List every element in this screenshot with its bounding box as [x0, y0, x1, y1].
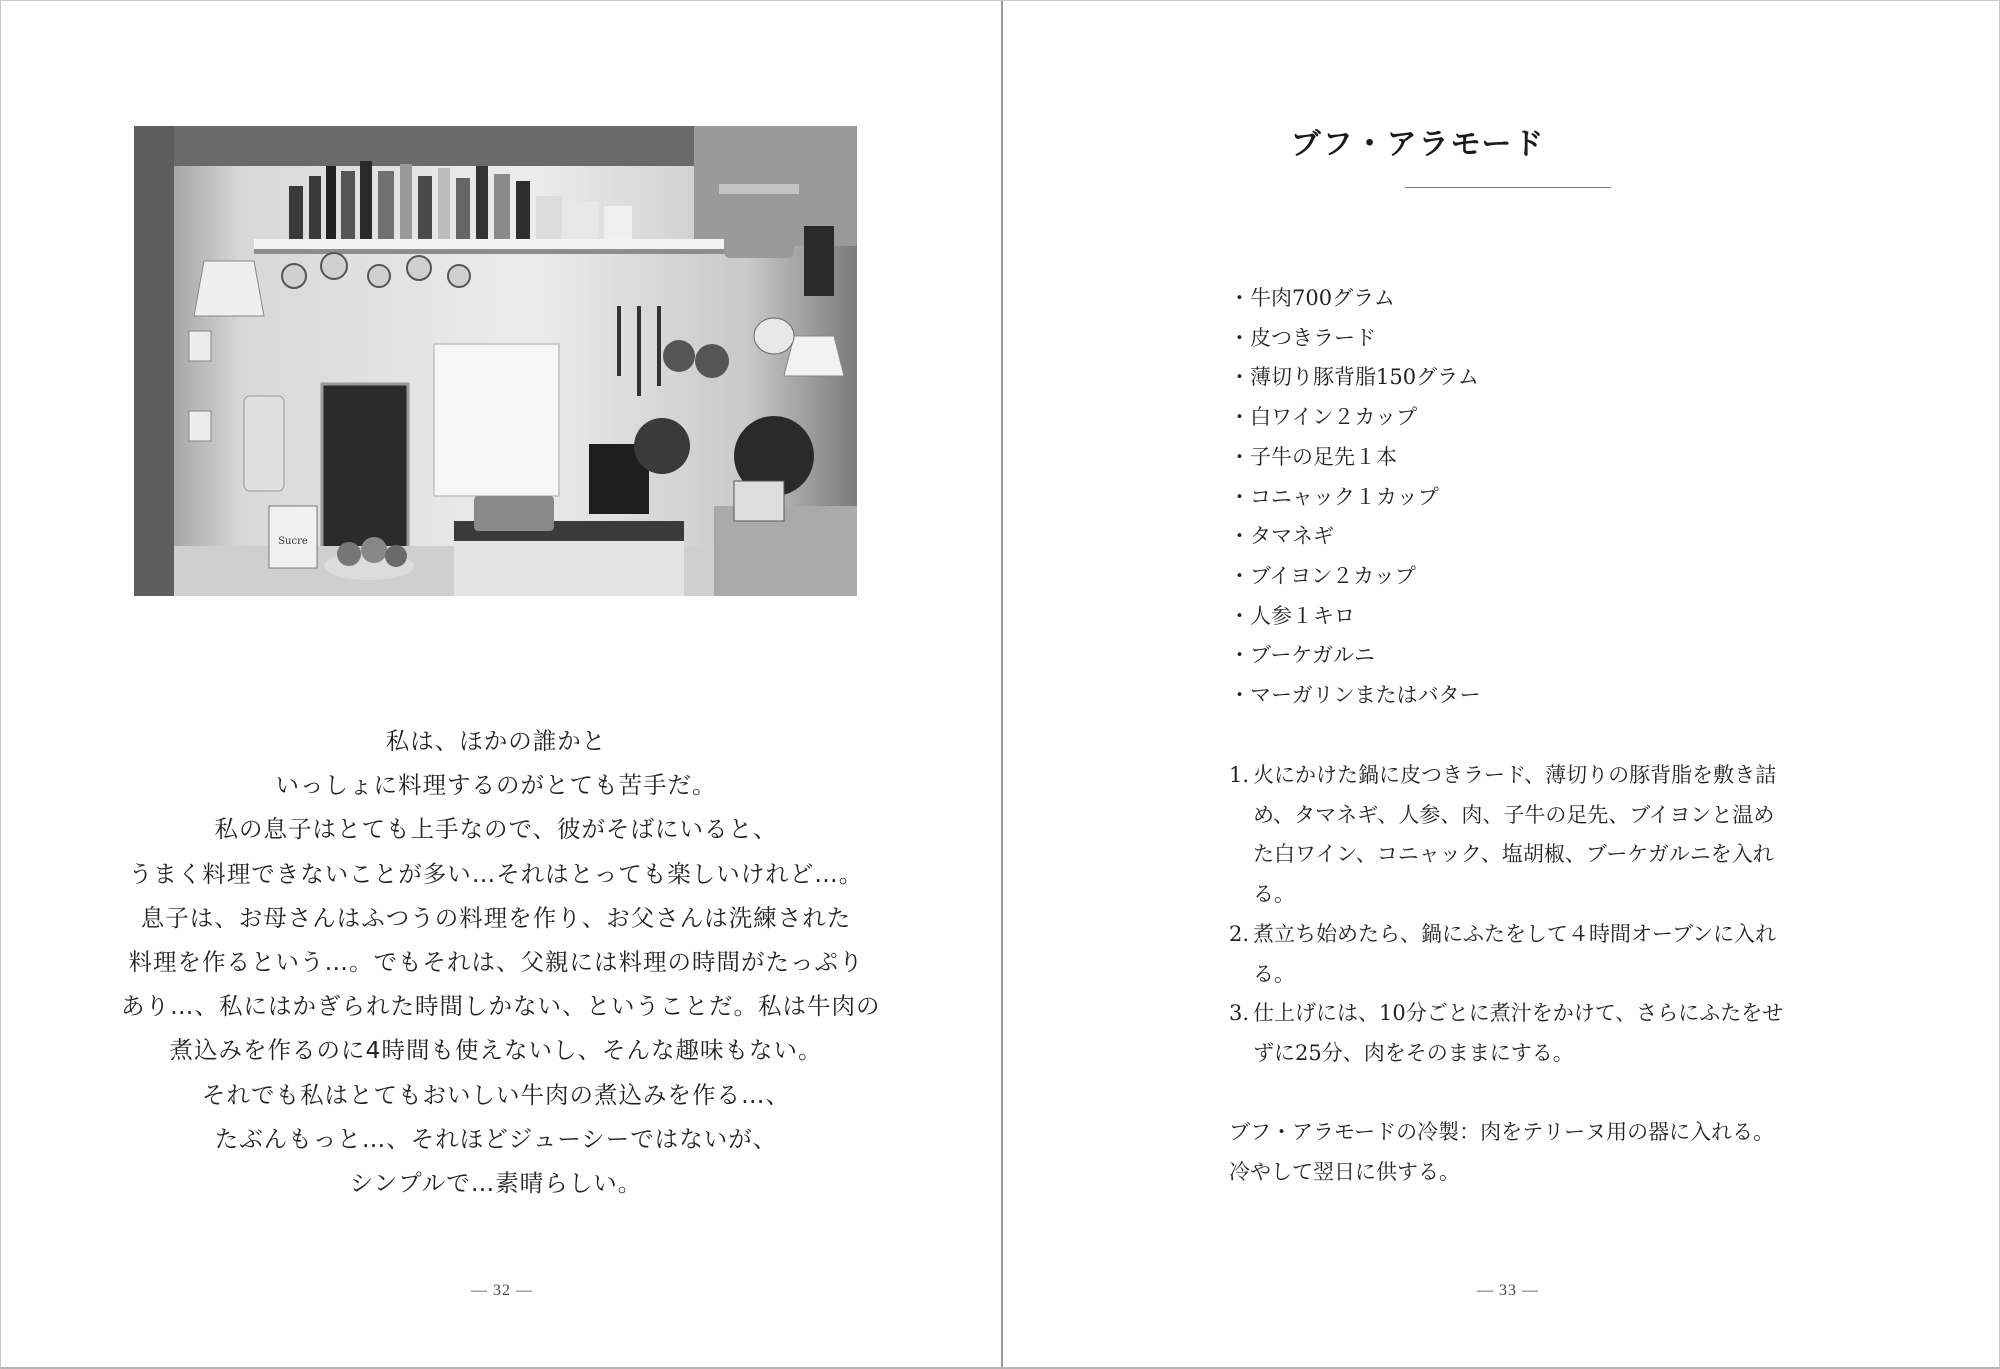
- essay-line: あり…、私にはかぎられた時間しかない、ということだ。私は牛肉の: [121, 992, 881, 1021]
- step-text: 火にかけた鍋に皮つきラード、薄切りの豚背脂を敷き詰め、タマネギ、人参、肉、子牛の足先、ブイヨンと温めた白ワイン、コニャック、塩胡椒、ブーケガルニを入れる。: [1253, 763, 1777, 907]
- page-number-left: — 32 —: [471, 1282, 533, 1299]
- essay-line: 煮込みを作るのに4時間も使えないし、そんな趣味もない。: [169, 1036, 823, 1065]
- essay-line: それでも私はとてもおいしい牛肉の煮込みを作る…、: [202, 1080, 790, 1109]
- essay-line: たぶんもっと…、それほどジューシーではないが、: [214, 1124, 778, 1153]
- step-number: 1.: [1229, 763, 1250, 787]
- essay-line: 料理を作るという…。でもそれは、父親には料理の時間がたっぷり: [128, 948, 864, 977]
- essay-line: いっしょに料理するのがとても苦手だ。: [275, 771, 717, 800]
- recipe-steps: [1229, 756, 1789, 1074]
- essay-line: 息子は、お母さんはふつうの料理を作り、お父さんは洗練された: [140, 903, 852, 932]
- note-line: 冷やして翌日に供する。: [1229, 1159, 1460, 1184]
- step-number: 2.: [1229, 921, 1250, 946]
- essay-line: シンプルで…素晴らしい。: [349, 1169, 643, 1198]
- ingredient-item: ・タマネギ: [1229, 524, 1334, 549]
- recipe-step: [1229, 994, 1789, 1073]
- ingredient-list: [1229, 279, 1481, 716]
- recipe-title: ブフ・アラモード: [1290, 127, 1546, 162]
- ingredient-item: ・コニャック１カップ: [1229, 484, 1439, 509]
- kitchen-photo-graphic: [134, 126, 857, 596]
- ingredient-item: ・ブーケガルニ: [1229, 643, 1375, 668]
- recipe-step: [1229, 756, 1789, 915]
- serving-note: [1229, 1113, 1809, 1192]
- step-number: 3.: [1229, 1001, 1250, 1026]
- canister-label: Sucre: [278, 536, 308, 547]
- essay-text: [121, 719, 881, 1205]
- title-divider: [1405, 187, 1611, 188]
- right-page: [1003, 1, 1999, 1367]
- kitchen-photo: [134, 126, 857, 596]
- recipe-step: [1229, 915, 1789, 994]
- ingredient-item: ・白ワイン２カップ: [1229, 405, 1418, 430]
- ingredient-item: ・マーガリンまたはバター: [1229, 683, 1481, 708]
- note-line: ブフ・アラモードの冷製：肉をテリーヌ用の器に入れる。: [1229, 1120, 1775, 1144]
- ingredient-item: ・皮つきラード: [1229, 325, 1376, 350]
- essay-line: 私は、ほかの誰かと: [385, 727, 607, 755]
- ingredient-item: ・薄切り豚背脂150グラム: [1229, 365, 1479, 390]
- ingredient-item: ・牛肉700グラム: [1229, 286, 1395, 310]
- left-page: [1, 1, 1001, 1367]
- ingredient-item: ・ブイヨン２カップ: [1229, 563, 1416, 588]
- ingredient-item: ・子牛の足先１本: [1229, 444, 1397, 469]
- essay-line: 私の息子はとても上手なので、彼がそばにいると、: [214, 815, 778, 844]
- essay-line: うまく料理できないことが多い…それはとっても楽しいけれど…。: [128, 859, 864, 888]
- step-text: 仕上げには、10分ごとに煮汁をかけて、さらにふたをせずに25分、肉をそのままにする。: [1253, 1001, 1784, 1065]
- step-text: 煮立ち始めたら、鍋にふたをして４時間オーブンに入れる。: [1253, 921, 1777, 986]
- page-number-right: — 33 —: [1477, 1282, 1539, 1299]
- ingredient-item: ・人参１キロ: [1229, 603, 1355, 628]
